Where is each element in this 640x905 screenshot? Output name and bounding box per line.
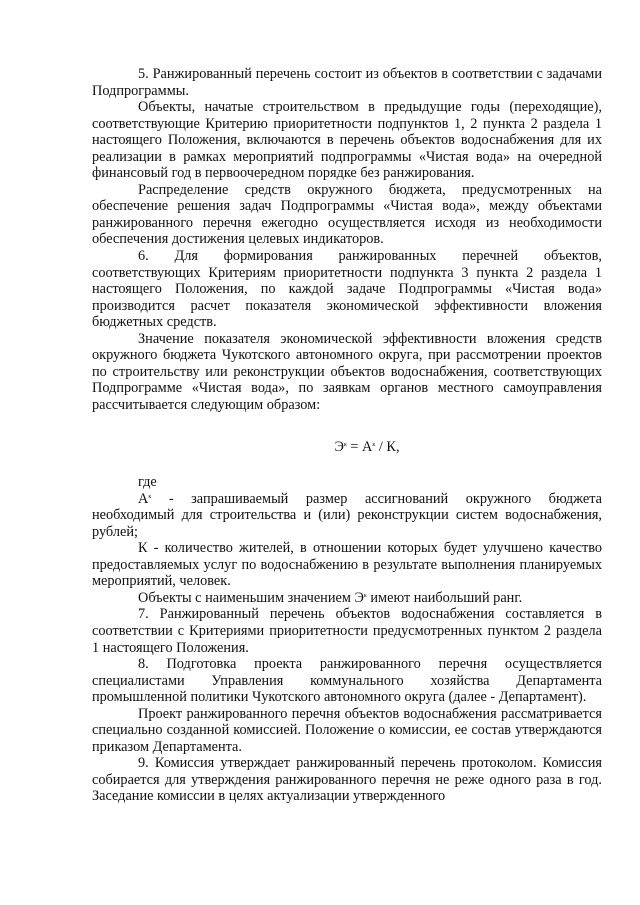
paragraph-5-budget-distribution: Распределение средств окружного бюджета, предусмотренных на обеспечение решения задач Подпрограммы «Чистая вода», между объектами ранжированного перечня ежегодно осуществляется исходя из необходимости обеспечения достижения целевых индикаторов. [92,181,602,248]
formula-subscript-2: к [372,442,376,449]
formula-e: Э [334,439,344,456]
paragraph-5: 5. Ранжированный перечень состоит из объектов в соответствии с задачами Подпрограммы. [92,66,602,99]
rank-statement [92,590,602,607]
definition-k: К - количество жителей, в отношении которых будет улучшено качество предоставляемых услуг по водоснабжению в результате выполнения планируемых мероприятий, человек. [92,540,602,590]
paragraph-9: 9. Комиссия утверждает ранжированный перечень протоколом. Комиссия собирается для утверждения ранжированного перечня не реже одного раза в год. Заседание комиссии в целях актуализации утвержденного [92,755,602,805]
paragraph-5-continuing-objects: Объекты, начатые строительством в предыдущие годы (переходящие), соответствующие Критерию приоритетности подпунктов 1, 2 пункта 2 раздела 1 настоящего Положения, включаются в перечень объектов водоснабжения для их реализации в рамках мероприятий подпрограммы «Чистая вода» на очередной финансовый год в первоочередном порядке без ранжирования. [92,99,602,182]
paragraph-6: 6. Для формирования ранжированных перечней объектов, соответствующих Критериям приоритетности подпункта 3 пункта 2 раздела 1 настоящего Положения, по каждой задаче Подпрограммы «Чистая вода» производится расчет показателя экономической эффективности вложения бюджетных средств. [92,248,602,331]
rank-post-text: имеют наибольший ранг. [366,589,523,606]
rank-pre-text: Объекты с наименьшим значением Э [138,589,364,606]
ak-letter: А [138,490,149,507]
definition-ak [92,491,602,541]
ak-subscript: к [148,493,152,500]
where-label: где [138,474,157,491]
document-body [92,66,602,805]
rank-subscript: к [363,592,367,599]
paragraph-6-indicator: Значение показателя экономической эффективности вложения средств окружного бюджета Чукотского автономного округа, при рассмотрении проектов по строительству или реконструкции объектов водоснабжения, соответствующих Подпрограмме «Чистая вода», по заявкам органов местного самоуправления рассчитывается следующим образом: [92,330,602,413]
paragraph-7: 7. Ранжированный перечень объектов водоснабжения составляется в соответствии с Критериями приоритетности предусмотренных пунктом 2 раздела 1 настоящего Положения. [92,606,602,656]
efficiency-formula [92,439,602,456]
formula-equals-a: = А [346,439,373,456]
ak-definition-text: - запрашиваемый размер ассигнований окружного бюджета необходимый для строительства и (или) реконструкции систем водоснабжения, рублей; [92,490,602,540]
paragraph-8: 8. Подготовка проекта ранжированного перечня осуществляется специалистами Управления коммунального хозяйства Департамента промышленной политики Чукотского автономного округа (далее - Департамент). [92,656,602,706]
formula-divide-k: / К, [375,439,400,456]
paragraph-8-commission: Проект ранжированного перечня объектов водоснабжения рассматривается специально созданной комиссией. Положение о комиссии, ее состав утверждаются приказом Департамента. [92,705,602,755]
formula-subscript-1: к [343,442,347,449]
